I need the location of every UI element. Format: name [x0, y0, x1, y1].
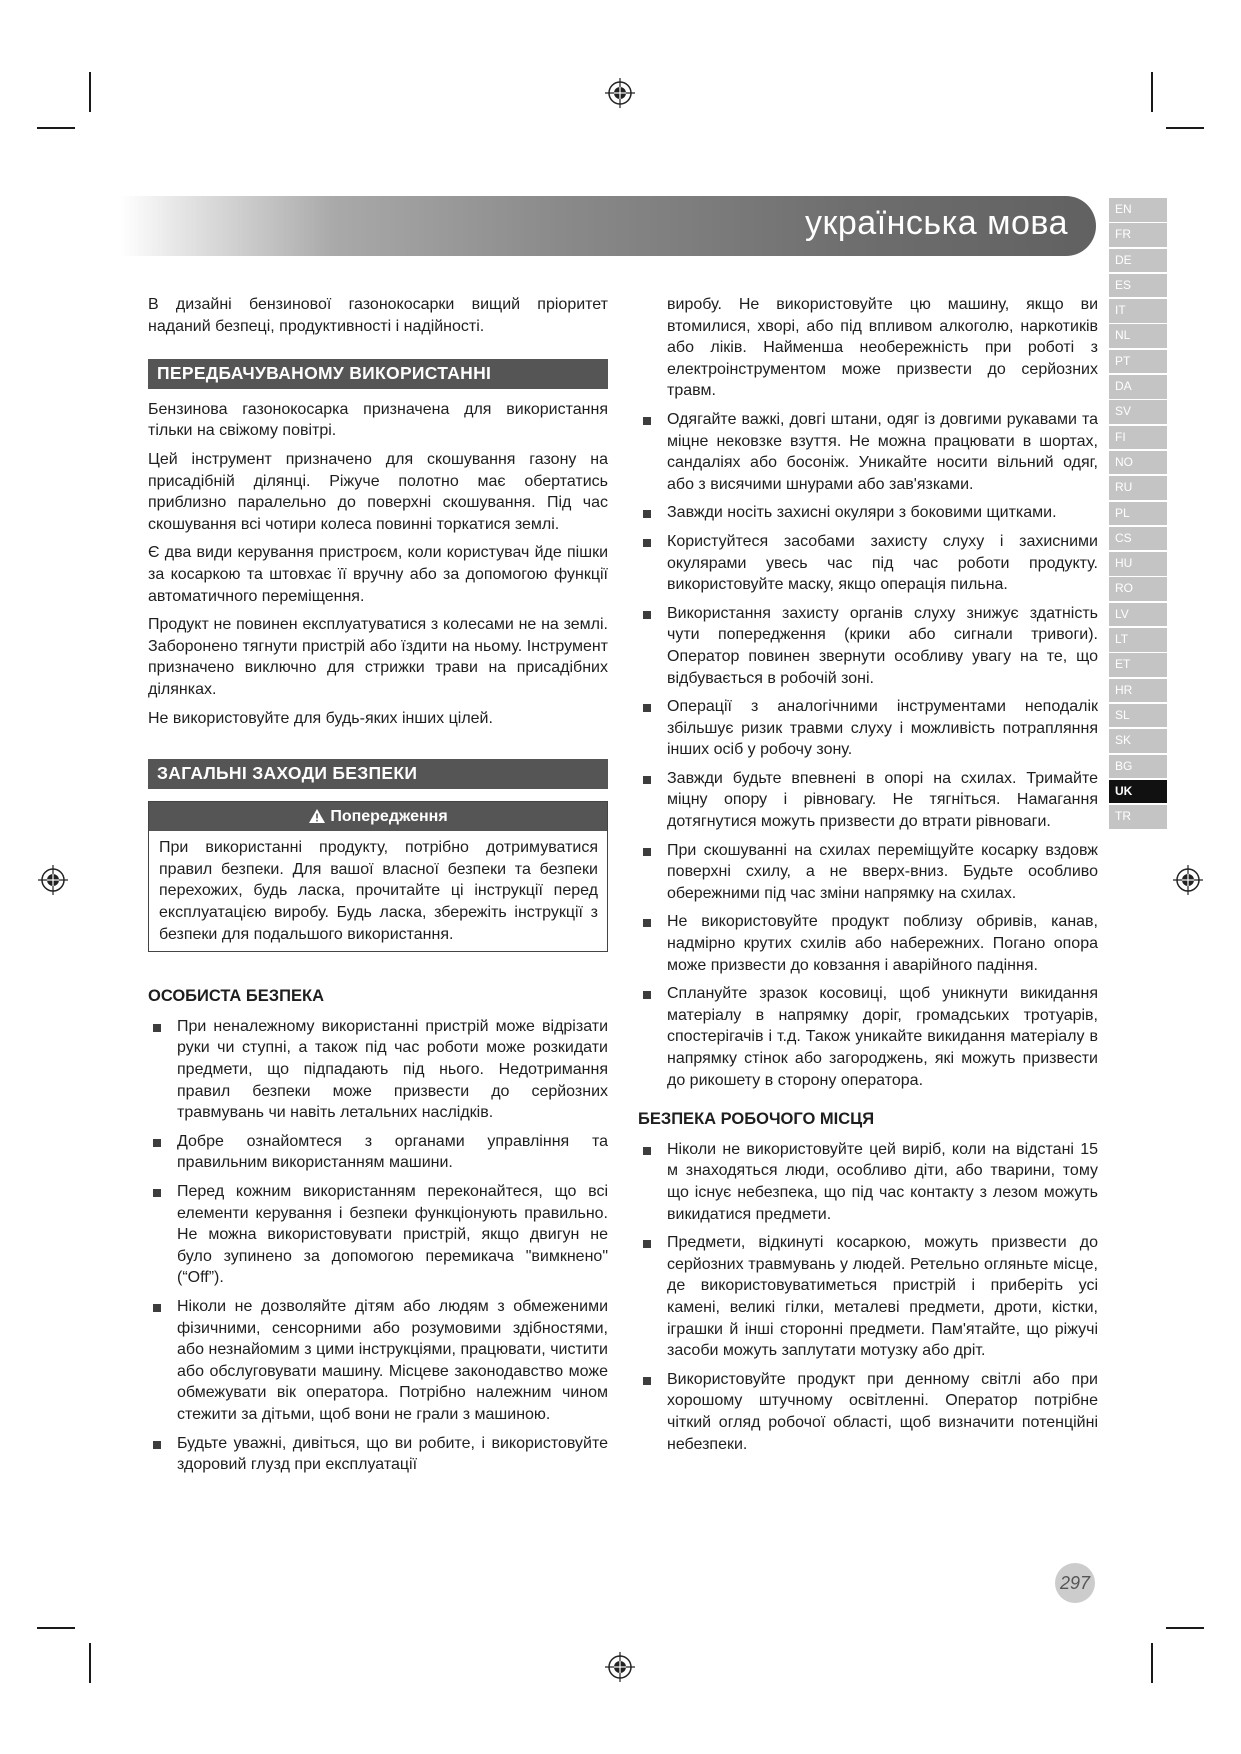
- language-tab-da: DA: [1109, 375, 1167, 399]
- list-item: Предмети, відкинуті косаркою, можуть призвести до серйозних травмувань у людей. Ретельно огляньте місце, де використовуватиметься пристрій і приберіть усі камені, великі гілки, металеві предмети, дроти, кістки, іграшки й інші сторонні предмети. Пам'ятайте, що ріжучі засоби можуть заплутати мотузку або дріт.: [638, 1232, 1098, 1362]
- language-tab-tr: TR: [1109, 805, 1167, 829]
- crop-mark: [37, 127, 75, 129]
- intro-paragraph: В дизайні бензинової газонокосарки вищий пріоритет наданий безпеці, продуктивності і надійності.: [148, 296, 608, 335]
- section-heading-general-safety: ЗАГАЛЬНІ ЗАХОДИ БЕЗПЕКИ: [148, 759, 608, 789]
- intended-use-paragraph: Є два види керування пристроєм, коли користувач йде пішки за косаркою та штовхає її вручну або за допомогою функції автоматичного переміщення.: [148, 544, 608, 605]
- warning-box: [148, 801, 608, 953]
- list-item: Завжди будьте впевнені в опорі на схилах. Тримайте міцну опору і рівновагу. Не тягніться. Намагання дотягнутися можуть призвести до втрати рівноваги.: [638, 768, 1098, 833]
- list-item: Сплануйте зразок косовиці, щоб уникнути викидання матеріалу в напрямку доріг, громадських тротуарів, спостерігачів і т.д. Також уникайте викидання матеріалу в напрямку стінок або загороджень, які можуть призвести до рикошету в сторону оператора.: [638, 983, 1098, 1091]
- section-heading-intended-use: ПЕРЕДБАЧУВАНОМУ ВИКОРИСТАННІ: [148, 359, 608, 389]
- personal-safety-list: [148, 1016, 608, 1476]
- language-tab-en: EN: [1109, 198, 1167, 222]
- language-tabs: [1109, 198, 1167, 830]
- crop-mark: [1151, 72, 1153, 112]
- crop-mark: [37, 1627, 75, 1629]
- language-tab-sl: SL: [1109, 704, 1167, 728]
- language-tab-uk: UK: [1109, 780, 1167, 804]
- warning-title-bar: [149, 802, 607, 832]
- crop-mark: [1166, 1627, 1204, 1629]
- language-header-band: [120, 196, 1096, 256]
- subheading-workplace-safety: БЕЗПЕКА РОБОЧОГО МІСЦЯ: [638, 1110, 875, 1129]
- intended-use-paragraph: Продукт не повинен експлуатуватися з колесами не на землі. Заборонено тягнути пристрій або їздити на ньому. Інструмент призначено виключно для стрижки трави на присадібних ділянках.: [148, 616, 608, 698]
- language-tab-pl: PL: [1109, 502, 1167, 526]
- crop-mark: [89, 72, 91, 112]
- language-tab-fr: FR: [1109, 223, 1167, 247]
- language-tab-sk: SK: [1109, 729, 1167, 753]
- list-item: Добре ознайомтеся з органами управління та правильним використанням машини.: [148, 1131, 608, 1174]
- language-tab-ru: RU: [1109, 476, 1167, 500]
- list-item: Ніколи не використовуйте цей виріб, коли на відстані 15 м знаходяться люди, особливо діти, або тварини, тому що існує небезпека, що під час контакту з лезом можуть викидатися предмети.: [638, 1139, 1098, 1225]
- right-column: [638, 294, 1098, 1462]
- language-tab-it: IT: [1109, 299, 1167, 323]
- registration-mark-icon: [605, 78, 635, 108]
- warning-text: При використанні продукту, потрібно дотримуватися правил безпеки. Для вашої власної безпеки та безпеки перехожих, будь ласка, прочитайте ці інструкції перед експлуатацією виробу. Будь ласка, збережіть інструкції з безпеки для подальшого використання.: [159, 839, 598, 943]
- list-item-continuation: виробу. Не використовуйте цю машину, якщо ви втомилися, хворі, або під впливом алкоголю, наркотиків або ліків. Найменша необережність при роботі з електроінструментом може призвести до серйозних травм.: [667, 296, 1098, 400]
- list-item: Ніколи не дозволяйте дітям або людям з обмеженими фізичними, сенсорними або розумовими здібностями, або незнайомим з цими інструкціями, працювати, чистити або обслуговувати машину. Місцеве законодавство може обмежувати вік оператора. Потрібно належним чином стежити за дітьми, щоб вони не грали з машиною.: [148, 1296, 608, 1426]
- language-tab-lv: LV: [1109, 603, 1167, 627]
- list-item: Завжди носіть захисні окуляри з боковими щитками.: [638, 502, 1098, 524]
- language-tab-sv: SV: [1109, 400, 1167, 424]
- personal-safety-list-continued: [638, 409, 1098, 1091]
- workplace-safety-list: [638, 1139, 1098, 1455]
- list-item: Перед кожним використанням переконайтеся, що всі елементи керування і безпеки функціонують правильно. Не можна використовувати пристрій, якщо двигун не було зупинено за допомогою перемикача "вимкнено"(“Off”).: [148, 1181, 608, 1289]
- language-tab-cs: CS: [1109, 527, 1167, 551]
- intended-use-paragraph: Цей інструмент призначено для скошування газону на присадібній ділянці. Ріжуче полотно має обертатись приблизно паралельно до поверхні скошування. Під час скошування всі чотири колеса повинні торкатися землі.: [148, 450, 608, 533]
- page-title: українська мова: [805, 204, 1068, 242]
- registration-mark-icon: [1173, 865, 1203, 895]
- list-item: Будьте уважні, дивіться, що ви робите, і використовуйте здоровий глузд при експлуатації: [148, 1433, 608, 1476]
- language-tab-no: NO: [1109, 451, 1167, 475]
- list-item: Використання захисту органів слуху знижує здатність чути попередження (крики або сигнали тривоги). Оператор повинен звернути особливу увагу на те, що відбувається в робочій зоні.: [638, 603, 1098, 689]
- language-tab-ro: RO: [1109, 577, 1167, 601]
- intended-use-paragraph: Не використовуйте для будь-яких інших цілей.: [148, 709, 493, 727]
- warning-title: Попередження: [330, 807, 448, 825]
- list-item: При неналежному використанні пристрій може відрізати руки чи ступні, а також під час роботи може розкидати предмети, що підпадають під нього. Недотримання правил безпеки може призвести до серйозних травмувань чи навіть летальних наслідків.: [148, 1016, 608, 1124]
- language-tab-pt: PT: [1109, 350, 1167, 374]
- language-tab-hr: HR: [1109, 679, 1167, 703]
- page-number: 297: [1055, 1563, 1095, 1603]
- language-tab-lt: LT: [1109, 628, 1167, 652]
- crop-mark: [1151, 1643, 1153, 1683]
- crop-mark: [89, 1643, 91, 1683]
- list-item: Операції з аналогічними інструментами неподалік збільшує ризик травми слуху і можливість потрапляння інших осіб у робочу зону.: [638, 696, 1098, 761]
- list-item: Використовуйте продукт при денному світлі або при хорошому штучному освітленні. Оператор потрібне чіткий огляд робочої області, щоб визначити потенційні небезпеки.: [638, 1369, 1098, 1455]
- language-tab-bg: BG: [1109, 755, 1167, 779]
- list-item: Не використовуйте продукт поблизу обривів, канав, надмірно крутих схилів або набережних. Погано опора може призвести до ковзання і аварійного падіння.: [638, 911, 1098, 976]
- language-tab-et: ET: [1109, 653, 1167, 677]
- list-item: Користуйтеся засобами захисту слуху і захисними окулярами увесь час під час роботи продукту. використовуйте маску, якщо операція пильна.: [638, 531, 1098, 596]
- language-tab-nl: NL: [1109, 324, 1167, 348]
- intended-use-paragraph: Бензинова газонокосарка призначена для використання тільки на свіжому повітрі.: [148, 400, 608, 440]
- crop-mark: [1166, 127, 1204, 129]
- language-tab-fi: FI: [1109, 426, 1167, 450]
- language-tab-hu: HU: [1109, 552, 1167, 576]
- registration-mark-icon: [38, 865, 68, 895]
- subheading-personal-safety: ОСОБИСТА БЕЗПЕКА: [148, 987, 324, 1006]
- warning-triangle-icon: [308, 808, 326, 824]
- list-item: Одягайте важкі, довгі штани, одяг із довгими рукавами та міцне нековзке взуття. Не можна працювати в шортах, сандаліях або босоніж. Уникайте носити вільний одяг, або з висячими шнурами або зав'язками.: [638, 409, 1098, 495]
- language-tab-de: DE: [1109, 249, 1167, 273]
- language-tab-es: ES: [1109, 274, 1167, 298]
- registration-mark-icon: [605, 1652, 635, 1682]
- left-column: [148, 294, 608, 1483]
- list-item: При скошуванні на схилах переміщуйте косарку вздовж поверхні схилу, а не вверх-вниз. Будьте особливо обережними під час зміни напрямку на схилах.: [638, 840, 1098, 905]
